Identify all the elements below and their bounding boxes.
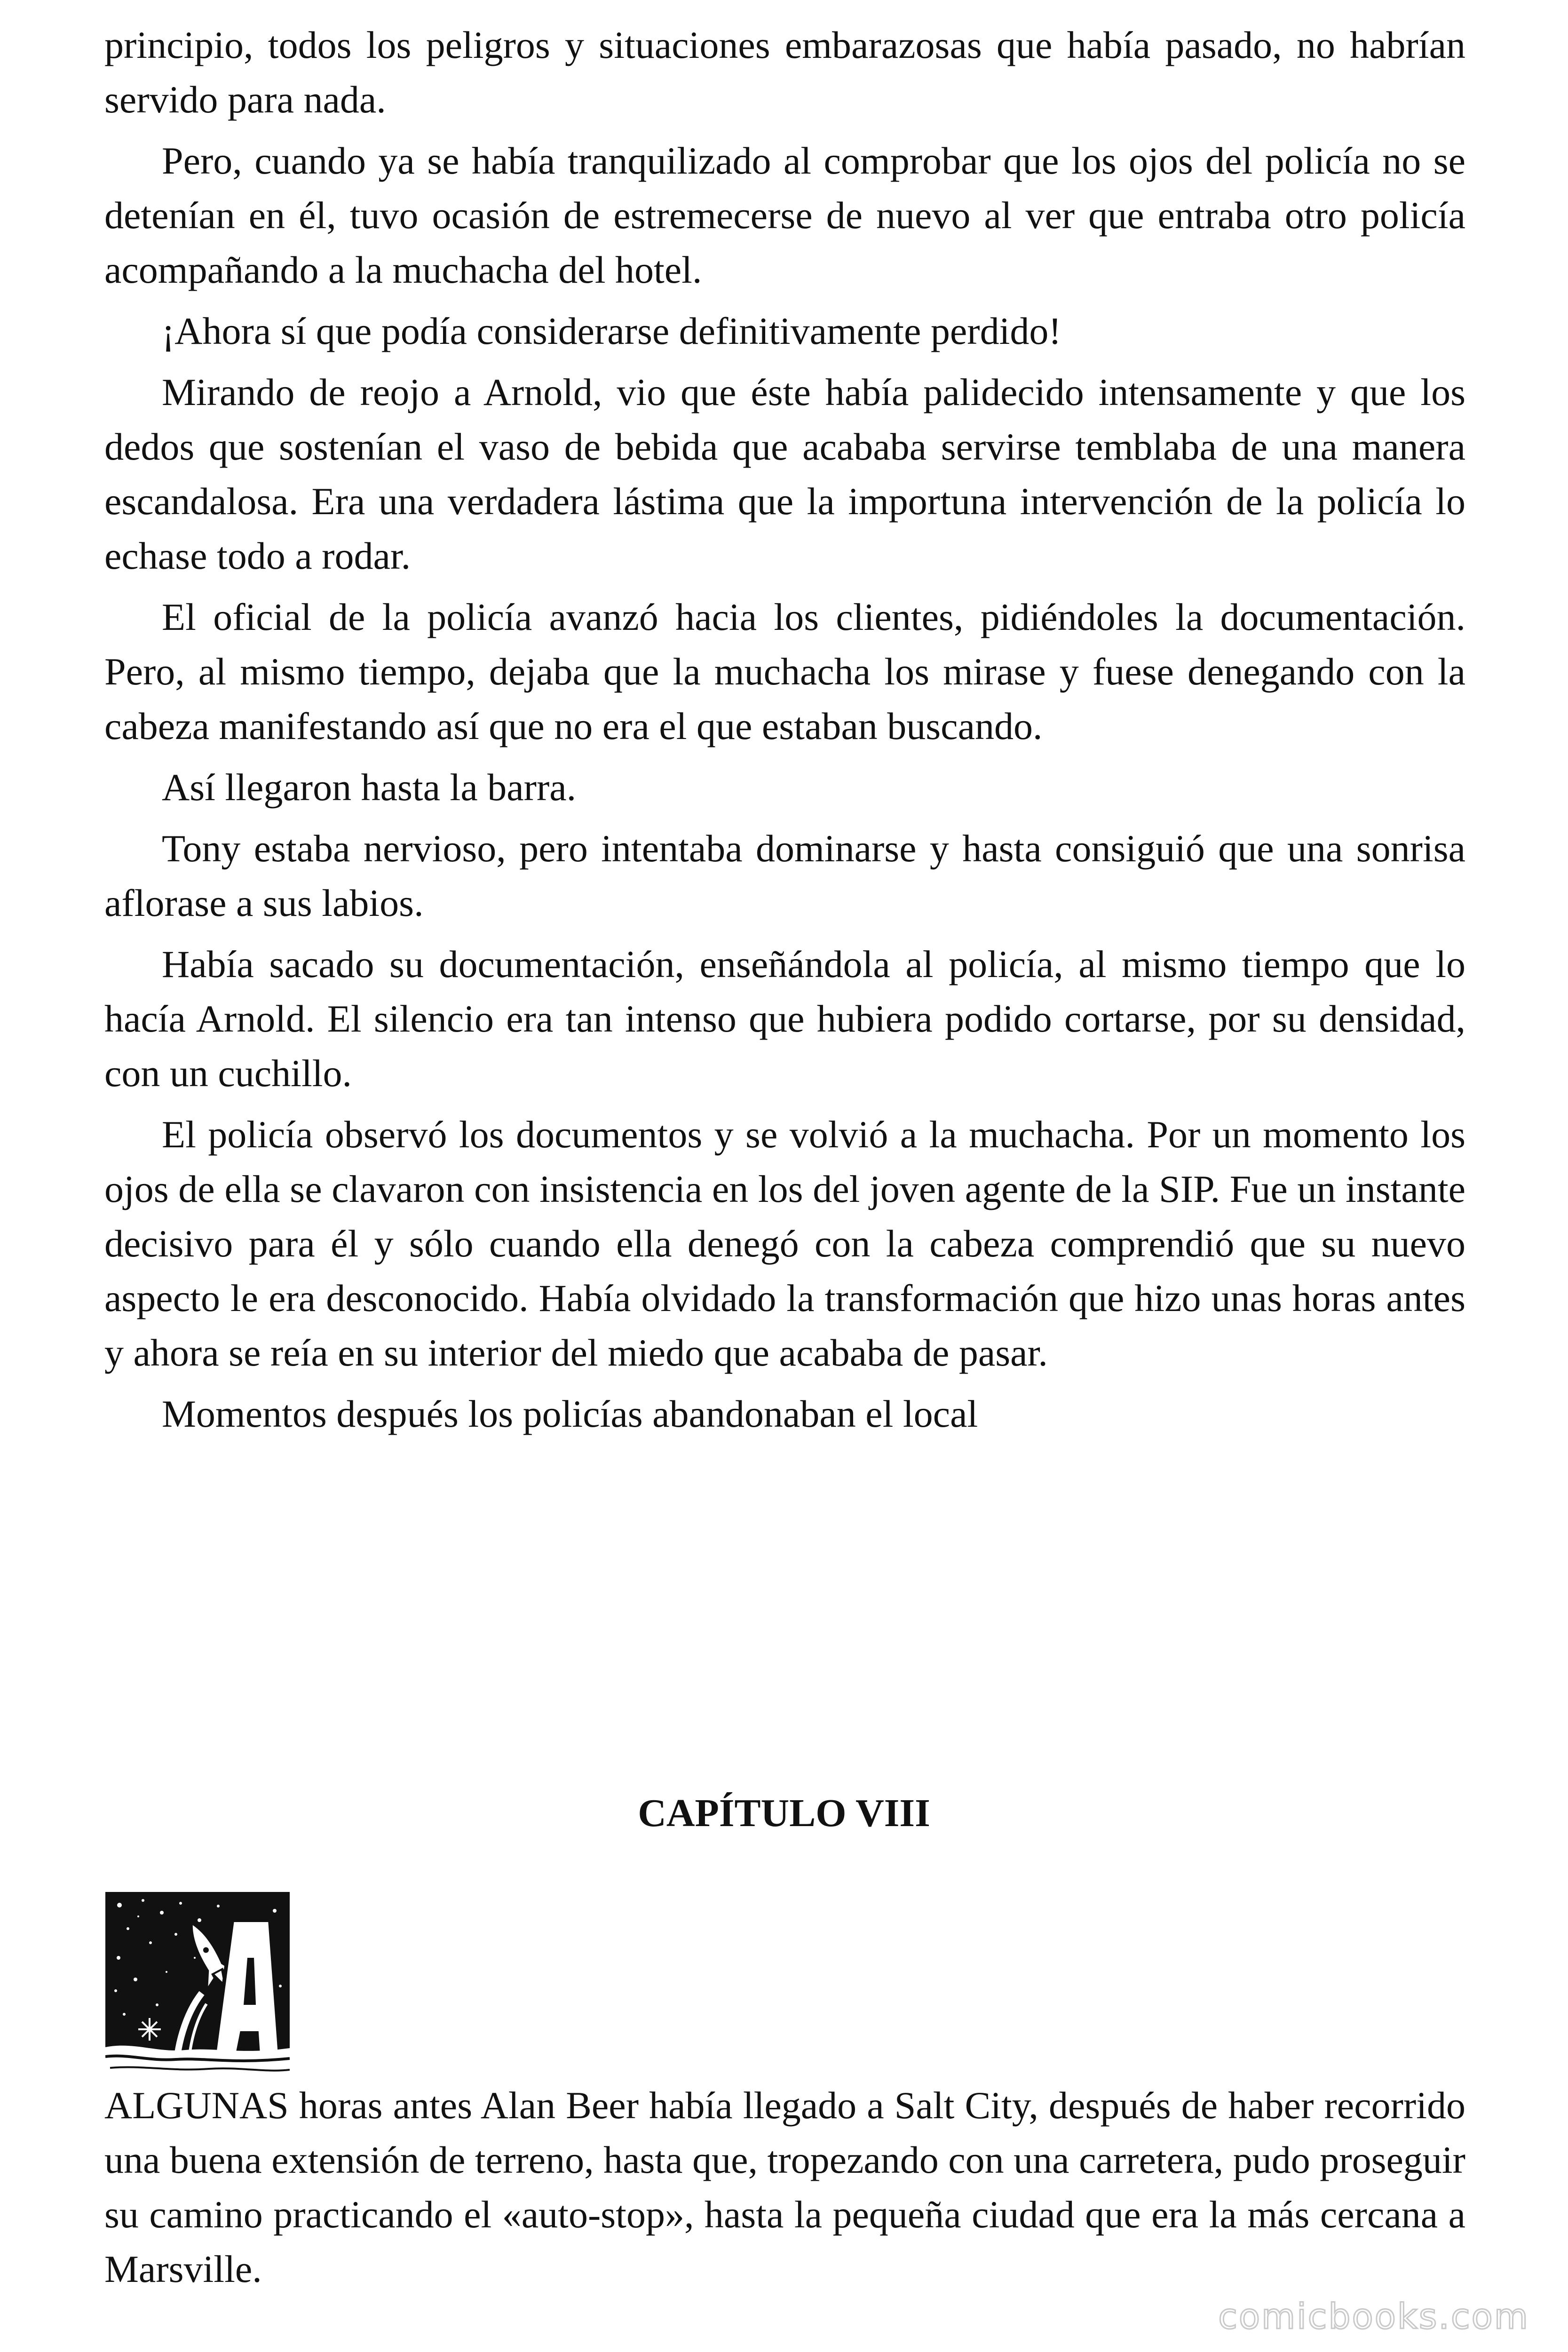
- paragraph: Tony estaba nervioso, pero intentaba dominarse y hasta consiguió que una sonrisa aflorase a sus labios.: [104, 827, 1465, 924]
- paragraph: Así llegaron hasta la barra.: [162, 766, 577, 809]
- paragraph: El policía observó los documentos y se volvió a la muchacha. Por un momento los ojos de ella se clavaron con insistencia en los del joven agente de la SIP. Fue un instante decisivo para él y sólo cuando ella denegó con la cabeza comprendió que su nuevo aspecto le era desconocido. Había olvidado la transformación que hizo unas horas antes y ahora se reía en su interior del miedo que acababa de pasar.: [104, 1113, 1465, 1374]
- paragraph: Momentos después los policías abandonaban el local: [162, 1392, 978, 1435]
- previous-chapter-text: [104, 18, 1465, 1448]
- chapter-opening-paragraph: ALGUNAS horas antes Alan Beer había llegado a Salt City, después de haber recorrido una buena extensión de terreno, hasta que, tropezando con una carretera, pudo proseguir su camino practicando el «auto-stop», hasta la pequeña ciudad que era la más cercana a Marsville.: [104, 2084, 1465, 2290]
- watermark: comicbooks.com: [1218, 2296, 1529, 2337]
- chapter-title: CAPÍTULO VIII: [638, 1791, 930, 1835]
- paragraph: Había sacado su documentación, enseñándola al policía, al mismo tiempo que lo hacía Arnold. El silencio era tan intenso que hubiera podido cortarse, por su densidad, con un cuchillo.: [104, 943, 1465, 1095]
- rocket-space-dropcap-icon: [105, 1892, 290, 2076]
- paragraph: ¡Ahora sí que podía considerarse definitivamente perdido!: [162, 310, 1061, 352]
- paragraph-continuation: principio, todos los peligros y situaciones embarazosas que había pasado, no habrían servido para nada.: [104, 24, 1465, 121]
- chapter-text: [104, 2078, 1465, 2303]
- paragraph: El oficial de la policía avanzó hacia los clientes, pidiéndoles la documentación. Pero, al mismo tiempo, dejaba que la muchacha los mirase y fuese denegando con la cabeza manifestando así que no era el que estaban buscando.: [104, 596, 1465, 747]
- paragraph: Mirando de reojo a Arnold, vio que éste había palidecido intensamente y que los dedos que sostenían el vaso de bebida que acababa servirse temblaba de una manera escandalosa. Era una verdadera lástima que la importuna intervención de la policía lo echase todo a rodar.: [104, 371, 1465, 577]
- paragraph: Pero, cuando ya se había tranquilizado al comprobar que los ojos del policía no se detenían en él, tuvo ocasión de estremecerse de nuevo al ver que entraba otro policía acompañando a la muchacha del hotel.: [104, 139, 1465, 291]
